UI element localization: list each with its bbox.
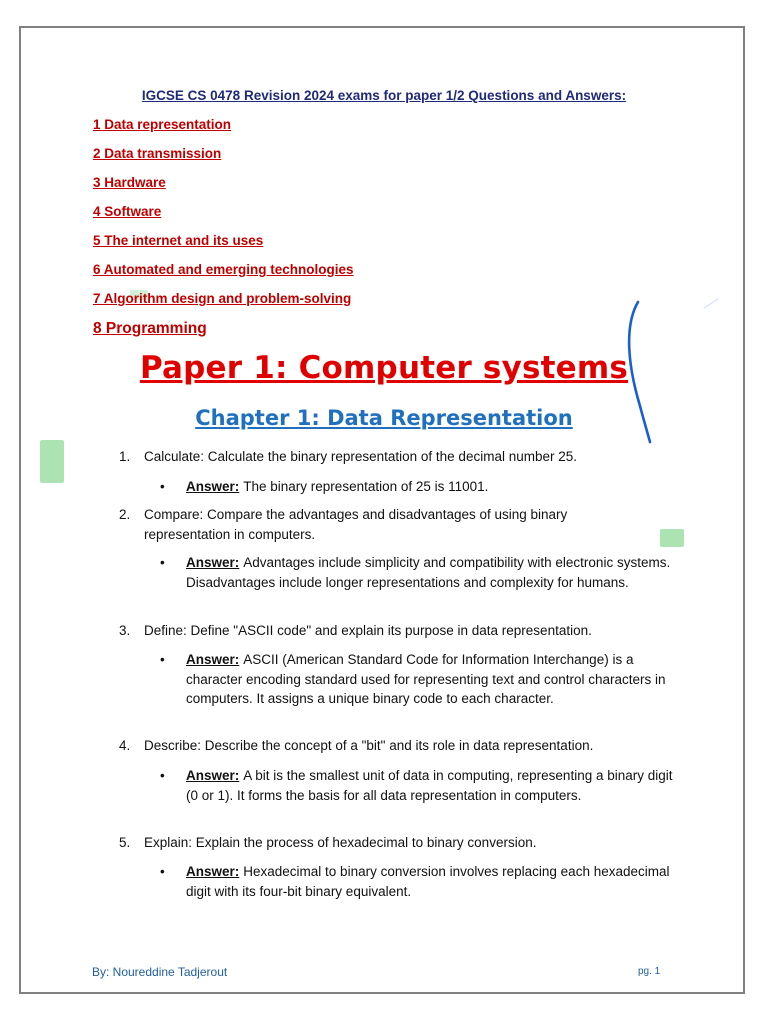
- answer-text: Advantages include simplicity and compatibility with electronic systems. Disadvantages include longer representations and complexity for humans.: [186, 555, 671, 590]
- highlighter-mark: [40, 440, 64, 483]
- bullet-icon: •: [160, 652, 165, 667]
- question-number: 5.: [119, 835, 131, 850]
- toc-link-programming[interactable]: 8 Programming: [93, 320, 207, 337]
- question-text: Explain: Explain the process of hexadecimal to binary conversion.: [144, 835, 537, 850]
- chapter-title: Chapter 1: Data Representation: [195, 406, 573, 430]
- answer-text: A bit is the smallest unit of data in computing, representing a binary digit (0 or 1). It forms the basis for all data representation in computers.: [186, 768, 673, 803]
- answer-label: Answer:: [186, 864, 240, 879]
- page-number: pg. 1: [638, 966, 661, 977]
- question-number: 4.: [119, 738, 131, 753]
- highlighter-mark: [660, 529, 684, 547]
- paper-title: Paper 1: Computer systems: [139, 350, 629, 386]
- answer-text: Hexadecimal to binary conversion involves replacing each hexadecimal digit with its four-bit binary equivalent.: [186, 864, 670, 899]
- answer-label: Answer:: [186, 768, 240, 783]
- question-text: Describe: Describe the concept of a "bit" and its role in data representation.: [144, 738, 594, 753]
- answer-label: Answer:: [186, 555, 240, 570]
- toc-link-data-transmission[interactable]: 2 Data transmission: [93, 146, 222, 161]
- document-title: IGCSE CS 0478 Revision 2024 exams for paper 1/2 Questions and Answers:: [141, 88, 627, 103]
- footer-author: By: Noureddine Tadjerout: [92, 965, 228, 979]
- question-number: 1.: [119, 449, 131, 464]
- question-number: 3.: [119, 623, 131, 638]
- question-text: Define: Define "ASCII code" and explain its purpose in data representation.: [144, 623, 592, 638]
- toc-link-data-representation[interactable]: 1 Data representation: [93, 117, 232, 132]
- bullet-icon: •: [160, 864, 165, 879]
- question-text: Calculate: Calculate the binary representation of the decimal number 25.: [144, 449, 577, 464]
- answer-text: ASCII (American Standard Code for Information Interchange) is a character encoding standard used for representing text and control characters in computers. It assigns a unique binary code to each character.: [186, 652, 666, 706]
- answer-text: The binary representation of 25 is 11001.: [243, 479, 489, 494]
- bullet-icon: •: [160, 768, 165, 783]
- toc-link-algorithm-design[interactable]: 7 Algorithm design and problem-solving: [93, 291, 352, 306]
- bullet-icon: •: [160, 555, 165, 570]
- toc-link-automated-technologies[interactable]: 6 Automated and emerging technologies: [93, 262, 354, 277]
- toc-link-hardware[interactable]: 3 Hardware: [93, 175, 166, 190]
- toc-link-software[interactable]: 4 Software: [93, 204, 162, 219]
- answer-label: Answer:: [186, 652, 240, 667]
- bullet-icon: •: [160, 479, 165, 494]
- question-text: Compare: Compare the advantages and disadvantages of using binary representation in computers.: [144, 507, 568, 542]
- answer-label: Answer:: [186, 479, 240, 494]
- toc-link-internet[interactable]: 5 The internet and its uses: [93, 233, 264, 248]
- question-number: 2.: [119, 507, 131, 522]
